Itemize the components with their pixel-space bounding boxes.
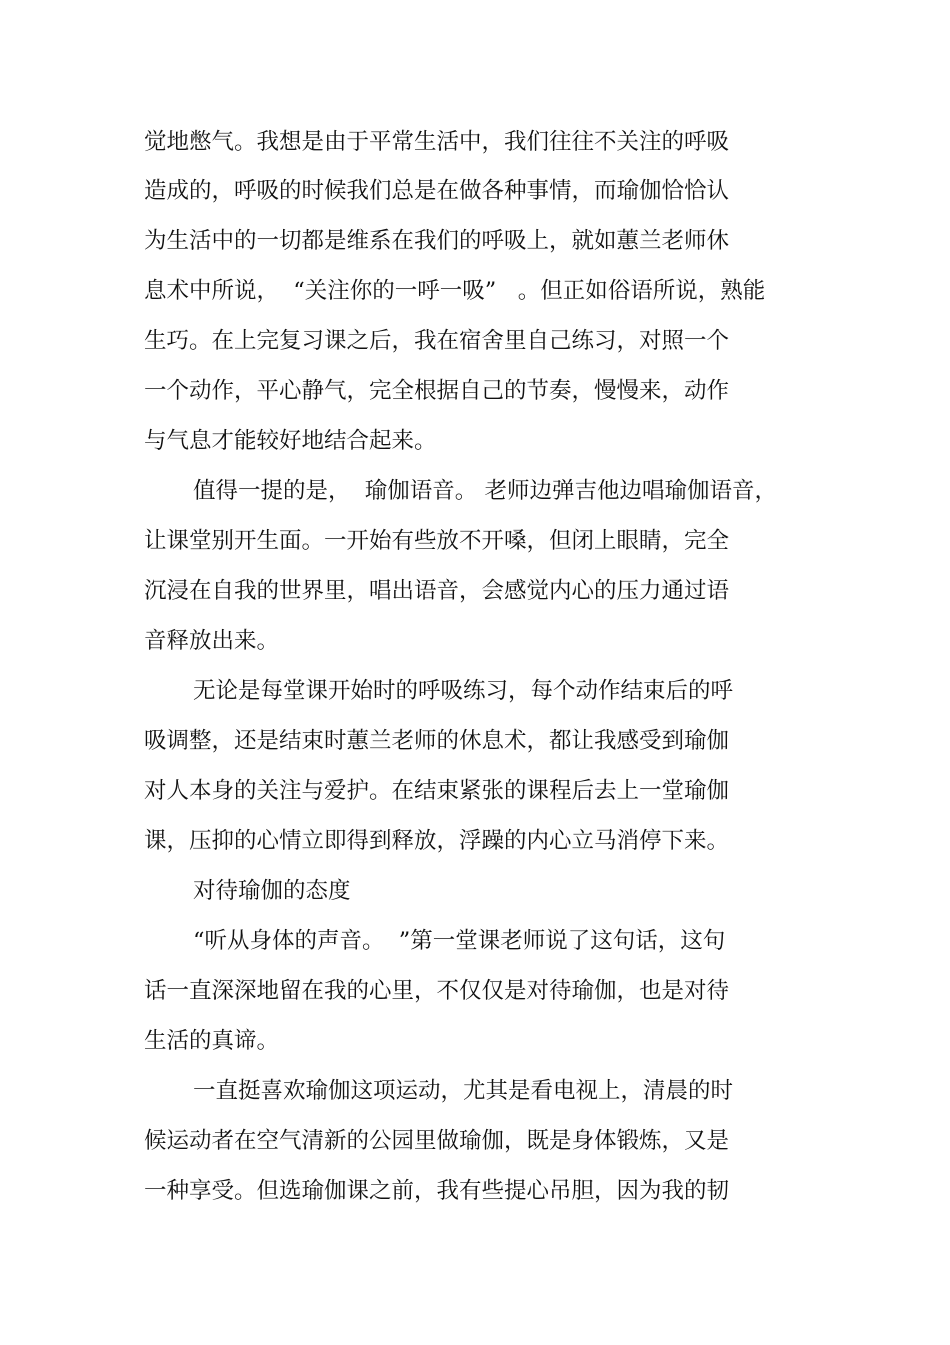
paragraph-first-line: 一直挺喜欢瑜伽这项运动，尤其是看电视上，清晨的时 (193, 1078, 734, 1104)
paragraph-first-line: 无论是每堂课开始时的呼吸练习，每个动作结束后的呼 (193, 678, 734, 704)
text-line: 候运动者在空气清新的公园里做瑜伽，既是身体锻炼，又是 (144, 1128, 730, 1154)
text-line: 让课堂别开生面。一开始有些放不开嗓，但闭上眼睛，完全 (144, 528, 730, 554)
text-line: 与气息才能较好地结合起来。 (144, 428, 437, 454)
text-line: 生活的真谛。 (144, 1028, 280, 1054)
text-line: 沉浸在自我的世界里，唱出语音，会感觉内心的压力通过语 (144, 578, 730, 604)
text-line: 课，压抑的心情立即得到释放，浮躁的内心立马消停下来。 (144, 828, 730, 854)
text-line: 一种享受。但选瑜伽课之前，我有些提心吊胆，因为我的韧 (144, 1178, 730, 1204)
text-line: 吸调整，还是结束时蕙兰老师的休息术，都让我感受到瑜伽 (144, 728, 730, 754)
text-line: 一个动作，平心静气，完全根据自己的节奏，慢慢来，动作 (144, 378, 730, 404)
section-heading: 对待瑜伽的态度 (193, 878, 351, 904)
text-line: 生巧。在上完复习课之后，我在宿舍里自己练习，对照一个 (144, 328, 730, 354)
text-line: 为生活中的一切都是维系在我们的呼吸上，就如蕙兰老师休 (144, 228, 730, 254)
text-line: 觉地憋气。我想是由于平常生活中，我们往往不关注的呼吸 (144, 129, 730, 155)
paragraph-first-line: “听从身体的声音。 ”第一堂课老师说了这句话，这句 (193, 928, 726, 954)
text-line: 话一直深深地留在我的心里，不仅仅是对待瑜伽，也是对待 (144, 978, 730, 1004)
text-line: 造成的，呼吸的时候我们总是在做各种事情，而瑜伽恰恰认 (144, 178, 730, 204)
paragraph-first-line: 值得一提的是， 瑜伽语音。 老师边弹吉他边唱瑜伽语音， (193, 478, 777, 504)
text-line: 对人本身的关注与爱护。在结束紧张的课程后去上一堂瑜伽 (144, 778, 730, 804)
text-line: 音释放出来。 (144, 628, 280, 654)
text-line: 息术中所说， “关注你的一呼一吸” 。但正如俗语所说，熟能 (144, 278, 766, 304)
